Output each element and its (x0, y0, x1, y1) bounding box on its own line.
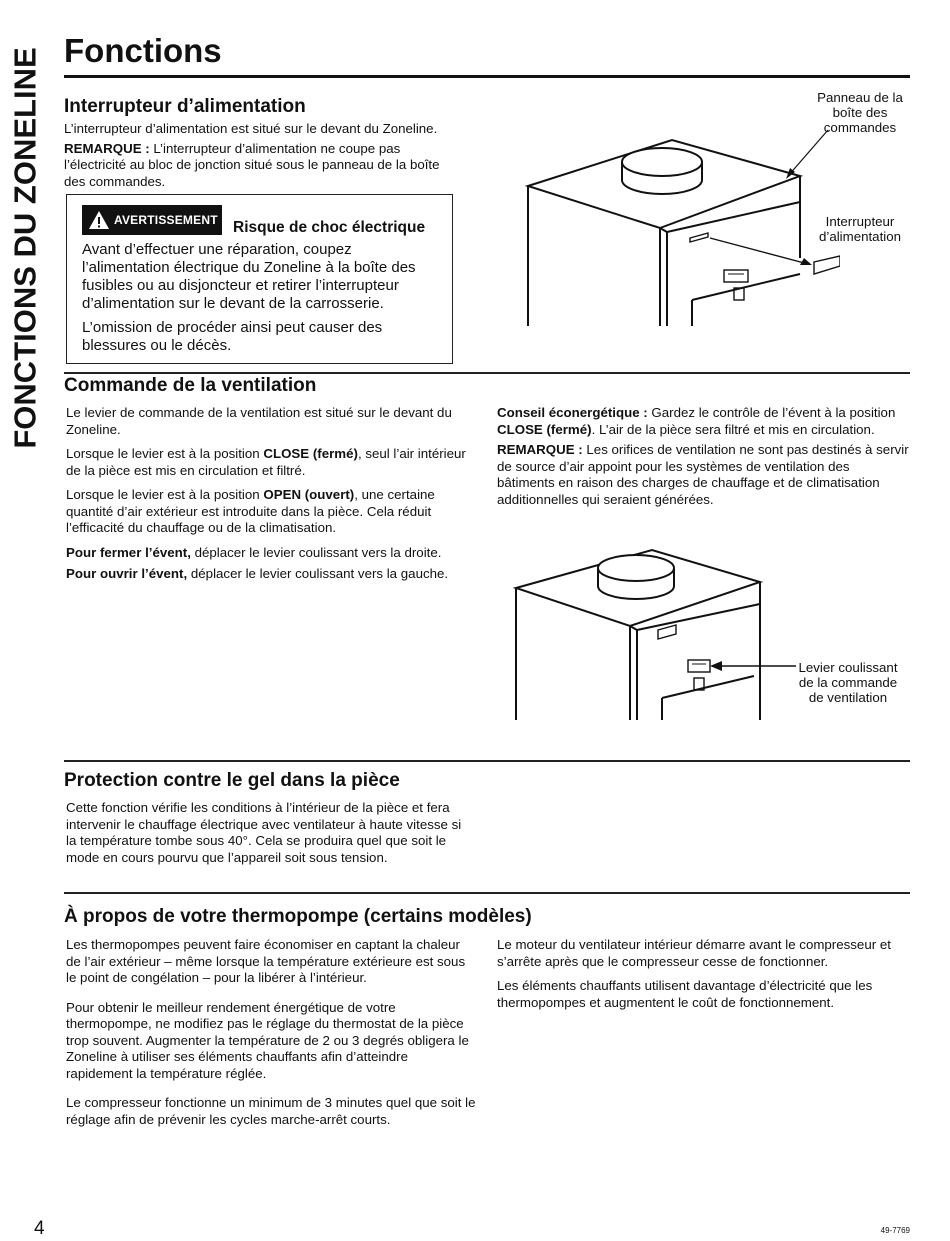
ventilation-lever-figure (510, 538, 800, 722)
ventilation-close (66, 545, 476, 562)
warning-para-1: Avant d’effectuer une réparation, coupez l’alimentation électrique du Zoneline à la boîte des fusibles ou au disjoncteur et retirer l’interrupteur d’alimentation sur le devant de la carrosserie. (82, 241, 416, 312)
freeze-text (66, 800, 471, 866)
warning-text (82, 241, 442, 355)
freeze-heading: Protection contre le gel dans la pièce (64, 770, 400, 791)
ventilation-open (66, 566, 476, 583)
close-bold: Pour fermer l’évent, (66, 544, 191, 560)
p2-post: , seul l’air intérieur de la pièce est mis en circulation et filtré. (66, 446, 466, 478)
heatpump-right-column (497, 937, 909, 1011)
ventilation-note (497, 442, 909, 508)
heatpump-left-p1: Les thermopompes peuvent faire économiser en captant la chaleur de l’air extérieur – même lorsque la température extérieure est sous le point de congélation – pour la libérer à l’intérieur. (66, 937, 466, 985)
power-switch-note (64, 141, 464, 191)
p3-post: , une certaine quantité d’air extérieur est introduite dans la pièce. Cela réduit l’efficacité du chauffage ou de la climatisation. (66, 487, 435, 535)
vent-note-text: Les orifices de ventilation ne sont pas destinés à servir de source d’air appoint pour les systèmes de ventilation des bâtiments en raison des charges de chauffage et de climatisation additionnelles qui seraient générées. (497, 442, 909, 507)
tip-text-b: . L’air de la pièce sera filtré et mis en circulation. (591, 421, 875, 437)
heatpump-right-p2: Les éléments chauffants utilisent davantage d’électricité que les thermopompes et augmentent le coût de fonctionnement. (497, 978, 873, 1010)
p3-pre: Lorsque le levier est à la position (66, 487, 264, 502)
page-number: 4 (34, 1218, 45, 1239)
ventilation-heading: Commande de la ventilation (64, 375, 317, 396)
warning-box (66, 194, 453, 364)
ventilation-p1: Le levier de commande de la ventilation est situé sur le devant du Zoneline. (66, 405, 452, 437)
side-title-text: FONCTIONS DU ZONELINE (8, 47, 43, 449)
switch-label: Interrupteur d’alimentation (818, 214, 902, 244)
warning-para-2: L’omission de procéder ainsi peut causer des blessures ou le décès. (82, 319, 383, 354)
note-label: REMARQUE : (64, 140, 150, 156)
section-rule-2 (64, 760, 910, 762)
tip-text-a: Gardez le contrôle de l’évent à la position (647, 405, 896, 420)
p3-bold: OPEN (ouvert) (263, 487, 355, 502)
power-switch-text (64, 121, 464, 190)
warning-badge (82, 205, 222, 235)
ventilation-right-column (497, 405, 909, 508)
page-title: Fonctions (64, 32, 222, 69)
warning-title: Risque de choc électrique (233, 219, 426, 236)
vent-note-bold: REMARQUE : (497, 442, 583, 457)
p2-bold: CLOSE (fermé) (263, 446, 358, 461)
heatpump-left-column (66, 937, 478, 1128)
energy-tip (497, 405, 909, 438)
note-text: L’interrupteur d’alimentation ne coupe pas l’électricité au bloc de jonction situé sous le panneau de la boîte des commandes. (64, 140, 440, 189)
document-code: 49-7769 (880, 1226, 910, 1235)
open-text: déplacer le levier coulissant vers la gauche. (187, 566, 449, 581)
power-switch-intro: L’interrupteur d’alimentation est situé sur le devant du Zoneline. (64, 121, 438, 136)
p2-pre: Lorsque le levier est à la position (66, 446, 264, 461)
tip-bold: Conseil éconergétique : (497, 405, 648, 420)
power-switch-heading: Interrupteur d’alimentation (64, 96, 306, 117)
section-rule-3 (64, 892, 910, 894)
open-bold: Pour ouvrir l’évent, (66, 566, 188, 581)
ventilation-p2 (66, 446, 476, 479)
side-section-title (4, 38, 48, 458)
heatpump-left-p3: Le compresseur fonctionne un minimum de 3 minutes quel que soit le réglage afin de prévenir les cycles marche-arrêt courts. (66, 1095, 476, 1127)
control-panel-label: Panneau de la boîte des commandes (817, 90, 903, 135)
lever-label: Levier coulissant de la commande de ventilation (798, 660, 898, 705)
power-switch-figure (510, 128, 840, 328)
warning-badge-label: AVERTISSEMENT (114, 213, 218, 227)
freeze-paragraph: Cette fonction vérifie les conditions à l’intérieur de la pièce et fera intervenir le chauffage électrique avec ventilateur à haute vitesse si la température tombe sous 40°. Cela se produira quel que soit le mode en cours pourvu que l’appareil soit sous tension. (66, 800, 462, 865)
warning-triangle-icon (88, 210, 110, 230)
close-text: déplacer le levier coulissant vers la droite. (190, 544, 442, 560)
tip-bold-2: CLOSE (fermé) (497, 421, 592, 437)
ventilation-p3 (66, 487, 476, 537)
heatpump-left-p2: Pour obtenir le meilleur rendement énergétique de votre thermopompe, ne modifiez pas le réglage du thermostat de la pièce trop souvent. Augmenter la température de 2 ou 3 degrés obligera le Zoneline à utiliser ses éléments chauffants afin d’atteindre rapidement la température réglée. (66, 999, 469, 1081)
ventilation-left-column (66, 405, 476, 583)
section-rule-1 (64, 372, 910, 374)
heatpump-right-p1: Le moteur du ventilateur intérieur démarre avant le compresseur et s’arrête après que le compresseur cesse de fonctionner. (497, 937, 891, 969)
title-rule (64, 75, 910, 78)
heatpump-heading: À propos de votre thermopompe (certains modèles) (64, 906, 532, 927)
